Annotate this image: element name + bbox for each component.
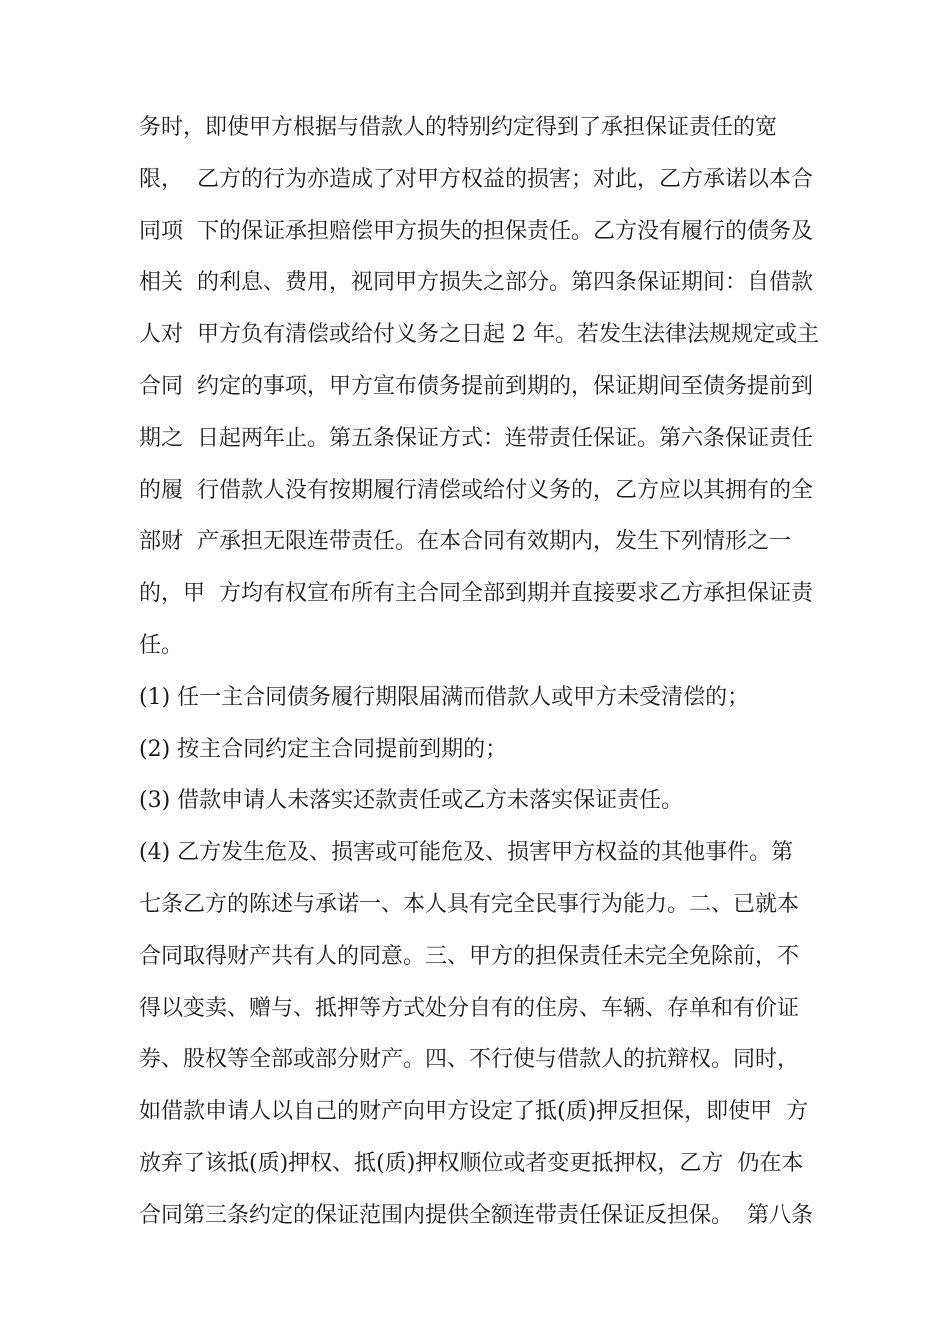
text-line: 任。 (139, 632, 184, 658)
text-line: 得以变卖、赠与、抵押等方式处分自有的住房、车辆、存单和有价证 (139, 995, 800, 1021)
text-line: 相关 的利息、费用，视同甲方损失之部分。第四条保证期间：自借款 (139, 270, 813, 296)
text-line: 放弃了该抵(质)押权、抵(质)押权顺位或者变更抵押权，乙方 仍在本 (139, 1150, 804, 1176)
text-line: 如借款申请人以自己的财产向甲方设定了抵(质)押反担保，即使甲 方 (139, 1099, 809, 1125)
list-item-1: (1) 任一主合同债务履行期限届满而借款人或甲方未受清偿的； (139, 684, 750, 710)
text-line: 期之 日起两年止。第五条保证方式：连带责任保证。第六条保证责任 (139, 425, 813, 451)
text-line: 人对 甲方负有清偿或给付义务之日起 2 年。若发生法律法规规定或主 (139, 322, 819, 348)
text-line: 的履 行借款人没有按期履行清偿或给付义务的，乙方应以其拥有的全 (139, 477, 813, 503)
list-item-4: (4) 乙方发生危及、损害或可能危及、损害甲方权益的其他事件。第 (139, 840, 794, 866)
text-line: 部财 产承担无限连带责任。在本合同有效期内，发生下列情形之一 (139, 529, 791, 555)
list-item-2: (2) 按主合同约定主合同提前到期的； (139, 736, 508, 762)
text-line: 合同取得财产共有人的同意。三、甲方的担保责任未完全免除前，不 (139, 943, 800, 969)
text-line: 同项 下的保证承担赔偿甲方损失的担保责任。乙方没有履行的债务及 (139, 218, 813, 244)
text-line: 券、股权等全部或部分财产。四、不行使与借款人的抗辩权。同时， (139, 1047, 800, 1073)
text-line: 的，甲 方均有权宣布所有主合同全部到期并直接要求乙方承担保证责 (139, 581, 813, 607)
list-item-3: (3) 借款申请人未落实还款责任或乙方未落实保证责任。 (139, 788, 684, 814)
text-line: 务时，即使甲方根据与借款人的特别约定得到了承担保证责任的宽 (139, 115, 778, 140)
document-body (139, 108, 839, 1248)
text-line: 七条乙方的陈述与承诺一、本人具有完全民事行为能力。二、已就本 (139, 891, 800, 917)
text-line: 合同 约定的事项，甲方宣布债务提前到期的，保证期间至债务提前到 (139, 373, 813, 399)
text-line: 限， 乙方的行为亦造成了对甲方权益的损害；对此，乙方承诺以本合 (139, 166, 813, 192)
text-line: 合同第三条约定的保证范围内提供全额连带责任保证反担保。 第八条 (139, 1202, 813, 1228)
